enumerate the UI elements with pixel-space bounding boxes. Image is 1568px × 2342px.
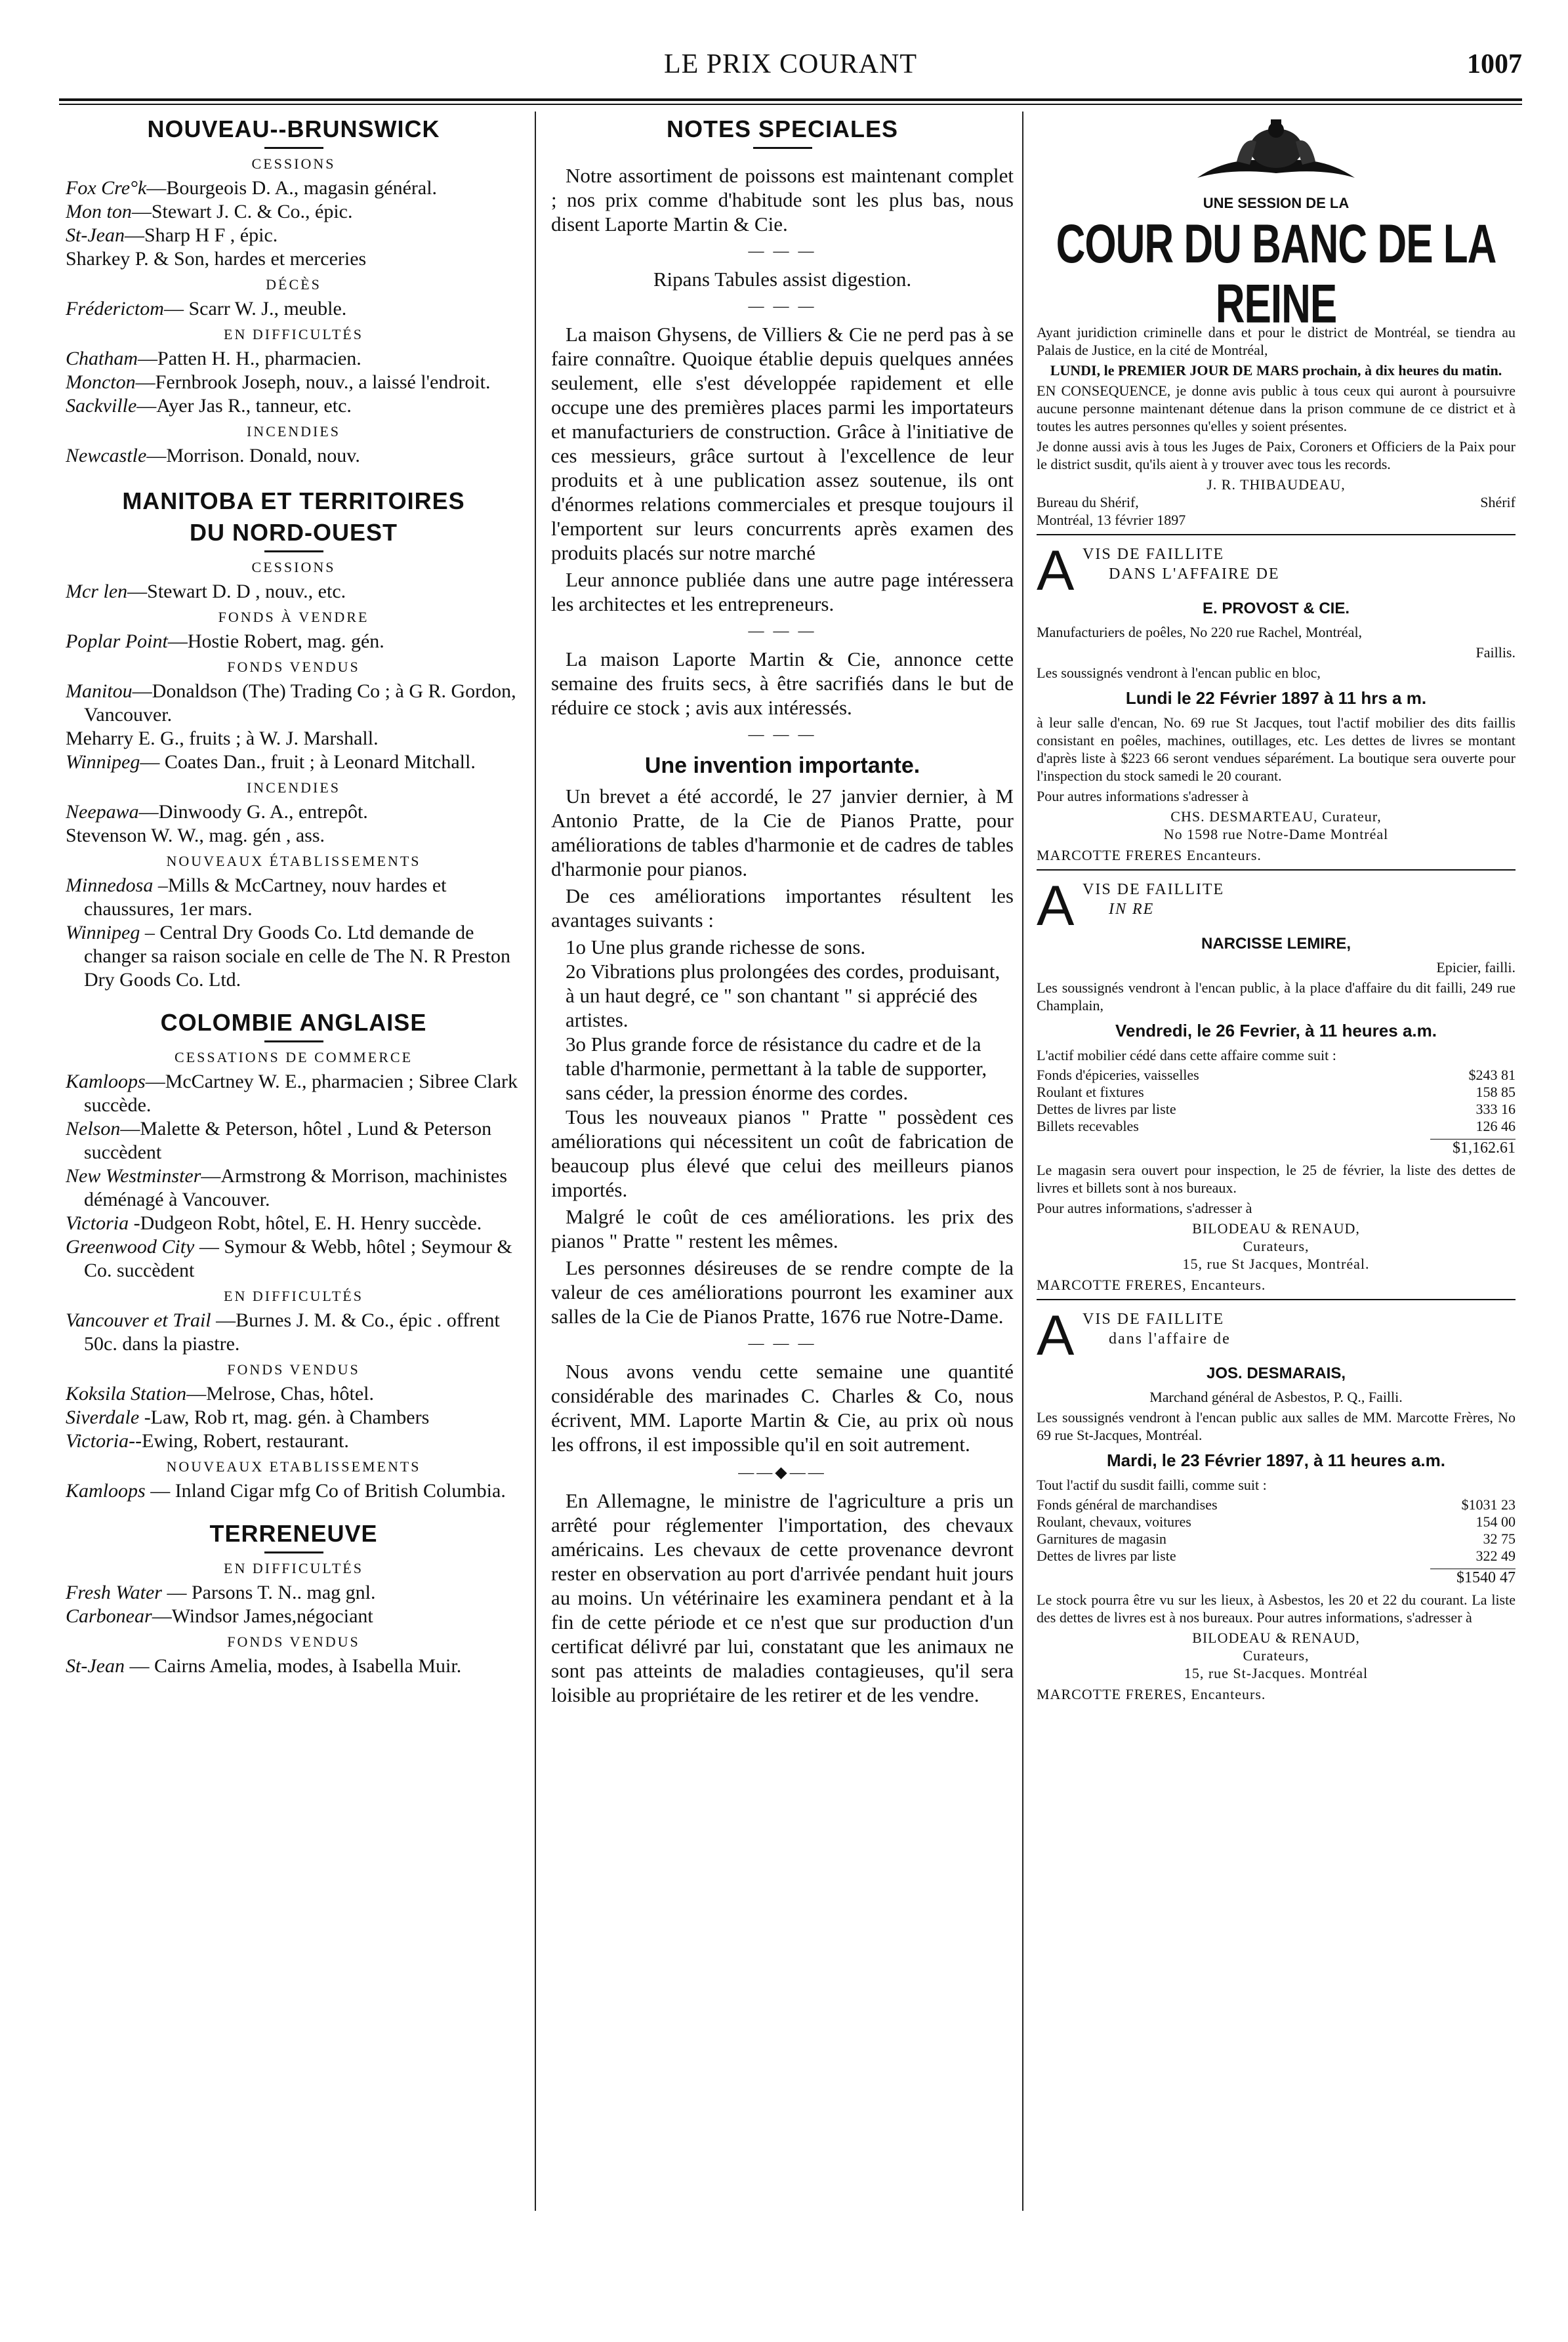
entry-place: Carbonear bbox=[66, 1605, 152, 1627]
column-left bbox=[66, 112, 522, 2342]
entry-text: — Coates Dan., fruit ; à Leonard Mitchall. bbox=[140, 751, 476, 773]
entry-list bbox=[66, 680, 522, 774]
curator-name: BILODEAU & RENAUD, bbox=[1192, 1630, 1360, 1646]
entry-item bbox=[66, 444, 522, 468]
entry-text: —Burnes J. M. & Co., épic . offrent 50c. dans la piastre. bbox=[84, 1309, 500, 1355]
bankrupt-name: E. PROVOST & CIE. bbox=[1202, 600, 1350, 617]
entry-item bbox=[66, 1070, 522, 1117]
header-rule bbox=[59, 98, 1522, 101]
entry-place: Chatham bbox=[66, 348, 138, 369]
entry-text: —Armstrong & Morrison, machinistes déménagé à Vancouver. bbox=[84, 1165, 508, 1210]
session-heading: UNE SESSION DE LA bbox=[1203, 195, 1350, 211]
entry-item bbox=[66, 247, 522, 271]
asset-amount: $243 81 bbox=[1468, 1067, 1516, 1083]
avis-subheading: IN RE bbox=[1109, 901, 1155, 918]
entry-text: — Parsons T. N.. mag gnl. bbox=[161, 1582, 376, 1603]
asset-row bbox=[1037, 1513, 1516, 1531]
subsection-heading: CESSATIONS DE COMMERCE bbox=[174, 1049, 413, 1065]
divider bbox=[1037, 534, 1516, 535]
asset-label: Fonds général de marchandises bbox=[1037, 1496, 1218, 1513]
entry-text: — Inland Cigar mfg Co of British Columbia. bbox=[145, 1480, 506, 1502]
entry-text: Stevenson W. W., mag. gén , ass. bbox=[66, 825, 325, 846]
section-colombie-anglaise bbox=[66, 1009, 522, 1503]
entry-place: Winnipeg bbox=[66, 751, 140, 773]
entry-item bbox=[66, 1581, 522, 1605]
subsection-heading: NOUVEAUX ÉTABLISSEMENTS bbox=[166, 853, 421, 869]
notice-paragraph: Le magasin sera ouvert pour inspection, le 25 de février, la liste des dettes de livres et billets sont à nos bureaux. bbox=[1037, 1162, 1516, 1196]
article-paragraph: Tous les nouveaux pianos " Pratte " possèdent ces améliorations qui nécessitent un coût de fabrication de beaucoup plus élevé que celui des meilleurs pianos importés. bbox=[551, 1105, 1014, 1201]
subsection-heading: FONDS VENDUS bbox=[227, 659, 360, 675]
asset-amount: 158 85 bbox=[1475, 1084, 1516, 1100]
entry-text: —Donaldson (The) Trading Co ; à G R. Gordon, Vancouver. bbox=[84, 680, 516, 726]
asset-total: $1540 47 bbox=[1430, 1569, 1516, 1587]
entry-text: —Dinwoody G. A., entrepôt. bbox=[138, 801, 368, 823]
avis-faillite-lemire bbox=[1037, 874, 1516, 937]
note-paragraph: Leur annonce publiée dans une autre page intéressera les architectes et les entrepreneurs. bbox=[551, 568, 1014, 615]
entry-place: Fréderictom bbox=[66, 298, 164, 319]
notice-date-place: Montréal, 13 février 1897 bbox=[1037, 512, 1186, 528]
bureau-label: Bureau du Shérif, bbox=[1037, 494, 1139, 510]
notice-paragraph: Manufacturiers de poêles, No 220 rue Rachel, Montréal, bbox=[1037, 624, 1363, 640]
entry-item bbox=[66, 727, 522, 750]
subsection-heading: EN DIFFICULTÉS bbox=[224, 1560, 363, 1576]
article-list-item: 1o Une plus grande richesse de sons. bbox=[566, 935, 866, 958]
asset-row bbox=[1037, 1548, 1516, 1565]
column-middle bbox=[551, 112, 1014, 2342]
entry-place: St-Jean bbox=[66, 1655, 125, 1677]
entry-item bbox=[66, 680, 522, 727]
entry-place: Siverdale bbox=[66, 1407, 140, 1428]
column-divider-1 bbox=[535, 112, 536, 2211]
entry-text: —Stewart J. C. & Co., épic. bbox=[131, 201, 353, 222]
note-paragraph: Nous avons vendu cette semaine une quantité considérable des marinades C. Charles & Co, nous écrivent, MM. Laporte Martin & Cie, au prix où nous les offrons, il est impossible qu'il en soit autrement. bbox=[551, 1360, 1014, 1456]
asset-label: Billets recevables bbox=[1037, 1118, 1139, 1134]
header-rule-thin bbox=[59, 104, 1522, 105]
drop-cap: A bbox=[1037, 1304, 1075, 1367]
auctioneer: MARCOTTE FRERES, Encanteurs. bbox=[1037, 1686, 1266, 1702]
entry-item bbox=[66, 394, 522, 418]
avis-subheading: DANS L'AFFAIRE DE bbox=[1109, 565, 1280, 583]
entry-text: —McCartney W. E., pharmacien ; Sibree Clark succède. bbox=[84, 1071, 518, 1116]
article-list-item: 3o Plus grande force de résistance du cadre et de la table d'harmonie, permettant à la table de supporter, sans céder, la pression énorme des cordes. bbox=[566, 1033, 987, 1104]
article-title: Une invention importante. bbox=[644, 753, 920, 778]
divider bbox=[264, 1040, 323, 1042]
avis-heading: VIS DE FAILLITE bbox=[1083, 1311, 1225, 1328]
notice-paragraph: EN CONSEQUENCE, je donne avis public à tous ceux qui auront à poursuivre aucune personne maintenant détenue dans la prison commune de ce district et à toutes les autres personnes qu'elles y soient présentes. bbox=[1037, 382, 1516, 434]
entry-text: -Law, Rob rt, mag. gén. à Chambers bbox=[139, 1407, 430, 1428]
entry-place: St-Jean bbox=[66, 224, 125, 246]
asset-label: Dettes de livres par liste bbox=[1037, 1101, 1176, 1117]
notice-paragraph: Le stock pourra être vu sur les lieux, à Asbestos, les 20 et 22 du courant. La liste des dettes de livres est à nos bureaux. Pour autres informations, s'adresser à bbox=[1037, 1592, 1516, 1626]
entry-place: Vancouver et Trail bbox=[66, 1309, 211, 1331]
asset-amount: 126 46 bbox=[1475, 1118, 1516, 1134]
bankrupt-name: JOS. DESMARAIS, bbox=[1206, 1365, 1346, 1382]
entry-text: –Mills & McCartney, nouv hardes et chaussures, 1er mars. bbox=[84, 874, 447, 920]
entry-text: -Dudgeon Robt, hôtel, E. H. Henry succède. bbox=[129, 1212, 482, 1234]
entry-item bbox=[66, 1235, 522, 1283]
notice-paragraph: à leur salle d'encan, No. 69 rue St Jacques, tout l'actif mobilier des dits faillis consistant en poêles, machines, outillages, etc. Les dettes de livres se montant d'après liste à $223 66 seront vendues séparément. La boutique sera ouverte pour l'inspection du stock samedi le 20 courant. bbox=[1037, 714, 1516, 784]
entry-text: Sharkey P. & Son, hardes et merceries bbox=[66, 248, 367, 270]
entry-item bbox=[66, 1406, 522, 1429]
entry-list bbox=[66, 1070, 522, 1283]
subsection-heading: DÉCÈS bbox=[266, 276, 321, 293]
separator: — — — bbox=[748, 726, 817, 743]
entry-place: Fox Cre°k bbox=[66, 177, 147, 199]
auctioneer: MARCOTTE FRERES, Encanteurs. bbox=[1037, 1277, 1266, 1293]
entry-text: — Cairns Amelia, modes, à Isabella Muir. bbox=[124, 1655, 462, 1677]
curator-address: No 1598 rue Notre-Dame Montréal bbox=[1163, 826, 1389, 842]
entry-place: Manitou bbox=[66, 680, 133, 702]
entry-text: —Fernbrook Joseph, nouv., a laissé l'endroit. bbox=[135, 371, 491, 393]
entry-list bbox=[66, 347, 522, 418]
entry-item bbox=[66, 176, 522, 200]
entry-place: Minnedosa bbox=[66, 874, 154, 896]
divider bbox=[264, 147, 323, 149]
entry-place: Victoria bbox=[66, 1430, 129, 1452]
entry-text: — Symour & Webb, hôtel ; Seymour & Co. succèdent bbox=[84, 1236, 512, 1281]
notice-paragraph: Tout l'actif du susdit failli, comme suit : bbox=[1037, 1477, 1267, 1493]
entry-list bbox=[66, 444, 522, 468]
notice-paragraph: Les soussignés vendront à l'encan public, à la place d'affaire du dit failli, 249 rue Champlain, bbox=[1037, 979, 1516, 1014]
section-title: TERRENEUVE bbox=[209, 1520, 378, 1547]
article-paragraph: Les personnes désireuses de se rendre compte de la valeur de ces améliorations pourront les examiner aux salles de la Cie de Pianos Pratte, 1676 rue Notre-Dame. bbox=[551, 1256, 1014, 1328]
subsection-heading: INCENDIES bbox=[246, 779, 341, 796]
sherif-label: Shérif bbox=[1480, 494, 1516, 510]
entry-list bbox=[66, 1479, 522, 1503]
asset-label: Garnitures de magasin bbox=[1037, 1531, 1166, 1547]
entry-list bbox=[66, 800, 522, 848]
avis-heading: VIS DE FAILLITE bbox=[1083, 546, 1225, 563]
entry-list bbox=[66, 176, 522, 271]
signature-name: J. R. THIBAUDEAU, bbox=[1207, 476, 1346, 493]
entry-item bbox=[66, 1382, 522, 1406]
separator: — — — bbox=[748, 1335, 817, 1352]
entry-item bbox=[66, 1309, 522, 1356]
entry-list bbox=[66, 1309, 522, 1356]
entry-list bbox=[66, 1382, 522, 1453]
note-paragraph: Ripans Tabules assist digestion. bbox=[653, 268, 912, 291]
page-header bbox=[59, 46, 1522, 92]
entry-list bbox=[66, 874, 522, 992]
entry-place: Newcastle bbox=[66, 445, 147, 466]
entry-place: Mon ton bbox=[66, 201, 132, 222]
drop-cap: A bbox=[1037, 539, 1075, 602]
entry-item bbox=[66, 347, 522, 371]
note-paragraph: Notre assortiment de poissons est maintenant complet ; nos prix comme d'habitude sont les plus bas, nous disent Laporte Martin & Cie. bbox=[551, 164, 1014, 236]
section-title: COLOMBIE ANGLAISE bbox=[160, 1009, 427, 1036]
entry-place: New Westminster bbox=[66, 1165, 201, 1187]
column-divider-2 bbox=[1022, 112, 1023, 2211]
entry-text: —Ayer Jas R., tanneur, etc. bbox=[136, 395, 352, 417]
curator-name: BILODEAU & RENAUD, bbox=[1192, 1220, 1360, 1237]
curator-title: Curateurs, bbox=[1243, 1238, 1310, 1254]
entry-place: Kamloops bbox=[66, 1071, 146, 1092]
subsection-heading: FONDS VENDUS bbox=[227, 1361, 360, 1378]
separator: — — — bbox=[748, 623, 817, 640]
subsection-heading: NOUVEAUX ETABLISSEMENTS bbox=[166, 1458, 421, 1475]
entry-list bbox=[66, 1654, 522, 1678]
avis-faillite-provost bbox=[1037, 539, 1516, 602]
asset-row bbox=[1037, 1101, 1516, 1118]
curator-title: Curateurs, bbox=[1243, 1647, 1310, 1664]
entry-text: —Windsor James,négociant bbox=[152, 1605, 373, 1627]
auctioneer: MARCOTTE FRERES Encanteurs. bbox=[1037, 847, 1262, 863]
entry-list bbox=[66, 1581, 522, 1628]
entry-place: Winnipeg bbox=[66, 922, 140, 943]
entry-place: Koksila Station bbox=[66, 1383, 187, 1405]
entry-item bbox=[66, 1212, 522, 1235]
separator: — — — bbox=[748, 298, 817, 315]
entry-item bbox=[66, 630, 522, 653]
asset-table bbox=[1037, 1067, 1516, 1135]
divider bbox=[1037, 1299, 1516, 1300]
bankrupt-name: NARCISSE LEMIRE, bbox=[1201, 935, 1351, 953]
subsection-heading: CESSIONS bbox=[251, 155, 336, 172]
entry-text: —Bourgeois D. A., magasin général. bbox=[146, 177, 438, 199]
entry-text: Meharry E. G., fruits ; à W. J. Marshall. bbox=[66, 728, 379, 749]
entry-text: —Melrose, Chas, hôtel. bbox=[186, 1383, 374, 1405]
asset-row bbox=[1037, 1067, 1516, 1084]
entry-item bbox=[66, 1164, 522, 1212]
entry-item bbox=[66, 1605, 522, 1628]
divider bbox=[753, 147, 812, 149]
separator: — — — bbox=[748, 243, 817, 260]
column-right bbox=[1037, 112, 1516, 2342]
drop-cap: A bbox=[1037, 874, 1075, 937]
section-terreneuve bbox=[66, 1520, 522, 1678]
entry-item bbox=[66, 1117, 522, 1164]
subsection-heading: EN DIFFICULTÉS bbox=[224, 326, 363, 342]
article-list-item: 2o Vibrations plus prolongées des cordes, produisant, à un haut degré, ce " son chantant " si apprécié des artistes. bbox=[566, 960, 1001, 1031]
entry-text: —Malette & Peterson, hôtel , Lund & Peterson succèdent bbox=[84, 1118, 492, 1163]
note-paragraph: En Allemagne, le ministre de l'agriculture a pris un arrêté pour réglementer l'importation, des chevaux américains. Les chevaux de cette provenance devront rester en observation au port d'arrivée pendant huit jours au moins. Un vétérinaire les examinera pendant et à la fin de cette période et ce n'est que sur production d'un certificat délivré par lui, constatant que les animaux ne sont pas atteints de maladies contagieuses, qu'il sera loisible au propriétaire de les retirer et de les vendre. bbox=[551, 1489, 1014, 1706]
entry-place: Neepawa bbox=[66, 801, 139, 823]
asset-total: $1,162.61 bbox=[1430, 1139, 1516, 1157]
entry-text: —Stewart D. D , nouv., etc. bbox=[127, 581, 346, 602]
notice-paragraph: Pour autres informations, s'adresser à bbox=[1037, 1200, 1252, 1216]
entry-place: Moncton bbox=[66, 371, 136, 393]
notice-paragraph: Pour autres informations s'adresser à bbox=[1037, 788, 1248, 804]
divider bbox=[1037, 869, 1516, 871]
asset-label: Fonds d'épiceries, vaisselles bbox=[1037, 1067, 1199, 1083]
asset-table bbox=[1037, 1496, 1516, 1565]
asset-row bbox=[1037, 1118, 1516, 1135]
avis-subheading: dans l'affaire de bbox=[1109, 1330, 1231, 1347]
entry-item bbox=[66, 750, 522, 774]
entry-item bbox=[66, 371, 522, 394]
entry-place: Sackville bbox=[66, 395, 137, 417]
section-title: NOUVEAU--BRUNSWICK bbox=[147, 115, 440, 142]
entry-item bbox=[66, 224, 522, 247]
subsection-heading: EN DIFFICULTÉS bbox=[224, 1288, 363, 1304]
curator-name: CHS. DESMARTEAU, Curateur, bbox=[1170, 808, 1382, 825]
asset-amount: 333 16 bbox=[1475, 1101, 1516, 1117]
asset-row bbox=[1037, 1531, 1516, 1548]
notice-paragraph: L'actif mobilier cédé dans cette affaire comme suit : bbox=[1037, 1047, 1336, 1063]
section-title-line2: DU NORD-OUEST bbox=[190, 519, 398, 546]
sale-date: Lundi le 22 Février 1897 à 11 hrs a m. bbox=[1125, 688, 1427, 708]
section-title: NOTES SPECIALES bbox=[666, 115, 899, 142]
entry-text: – Central Dry Goods Co. Ltd demande de changer sa raison sociale en celle de The N. R Preston Dry Goods Co. Ltd. bbox=[84, 922, 511, 991]
section-title: MANITOBA ET TERRITOIRES bbox=[122, 487, 465, 514]
subsection-heading: CESSIONS bbox=[251, 559, 336, 575]
article-paragraph: Malgré le coût de ces améliorations. les prix des pianos " Pratte " restent les mêmes. bbox=[551, 1205, 1014, 1252]
section-manitoba bbox=[66, 487, 522, 992]
notice-paragraph: Les soussignés vendront à l'encan public aux salles de MM. Marcotte Frères, No 69 rue St-Jacques, Montréal. bbox=[1037, 1409, 1516, 1443]
page-number: 1007 bbox=[1467, 49, 1522, 79]
notice-label: Faillis. bbox=[1475, 644, 1516, 661]
subsection-heading: FONDS À VENDRE bbox=[218, 609, 369, 625]
entry-item bbox=[66, 200, 522, 224]
entry-item bbox=[66, 1479, 522, 1503]
entry-item bbox=[66, 824, 522, 848]
court-heading: COUR DU BANC DE LA REINE bbox=[1056, 213, 1496, 335]
article-paragraph: De ces améliorations importantes résultent les avantages suivants : bbox=[551, 884, 1014, 932]
entry-place: Greenwood City bbox=[66, 1236, 195, 1258]
entry-item bbox=[66, 580, 522, 604]
asset-amount: $1031 23 bbox=[1461, 1496, 1516, 1513]
entry-text: — Scarr W. J., meuble. bbox=[163, 298, 347, 319]
notice-paragraph: Les soussignés vendront à l'encan public en bloc, bbox=[1037, 665, 1321, 681]
asset-row bbox=[1037, 1084, 1516, 1101]
asset-amount: 322 49 bbox=[1475, 1548, 1516, 1564]
asset-amount: 32 75 bbox=[1483, 1531, 1516, 1547]
notice-paragraph: Ayant juridiction criminelle dans et pour le district de Montréal, se tiendra au Palais de Justice, en la cité de Montréal, bbox=[1037, 324, 1516, 358]
entry-text: —Patten H. H., pharmacien. bbox=[138, 348, 361, 369]
entry-list bbox=[66, 580, 522, 604]
entry-place: Poplar Point bbox=[66, 630, 168, 652]
royal-crest-icon bbox=[1037, 115, 1516, 191]
entry-text: —Sharp H F , épic. bbox=[124, 224, 278, 246]
note-paragraph: La maison Ghysens, de Villiers & Cie ne perd pas à se faire connaître. Quoique établie depuis quelques années seulement, elle s'est développée rapidement et elle occupe une des premières places parmi les importateurs et manufacturiers de construction. Grâce à l'initiative de ces messieurs, grâce surtout à l'excellence de leur produits et à une publication assez soutenue, ils ont d'énormes relations commerciales et presque toujours il l'emportent sur leurs concurrents après examen des produits placés sur notre marché bbox=[551, 323, 1014, 564]
entry-text: —Hostie Robert, mag. gén. bbox=[167, 630, 384, 652]
entry-list bbox=[66, 297, 522, 321]
entry-text: --Ewing, Robert, restaurant. bbox=[129, 1430, 349, 1452]
asset-amount: 154 00 bbox=[1475, 1513, 1516, 1530]
section-nouveau-brunswick bbox=[66, 115, 522, 468]
entry-list bbox=[66, 630, 522, 653]
entry-item bbox=[66, 800, 522, 824]
page-title: LE PRIX COURANT bbox=[663, 49, 917, 79]
notice-date: LUNDI, le PREMIER JOUR DE MARS prochain, à dix heures du matin. bbox=[1050, 362, 1502, 379]
entry-item bbox=[66, 874, 522, 921]
asset-row bbox=[1037, 1496, 1516, 1513]
asset-label: Roulant, chevaux, voitures bbox=[1037, 1513, 1191, 1530]
avis-heading: VIS DE FAILLITE bbox=[1083, 881, 1225, 898]
entry-place: Kamloops bbox=[66, 1480, 146, 1502]
entry-place: Mcr len bbox=[66, 581, 128, 602]
entry-place: Fresh Water bbox=[66, 1582, 162, 1603]
asset-label: Roulant et fixtures bbox=[1037, 1084, 1144, 1100]
sale-date: Vendredi, le 26 Fevrier, à 11 heures a.m. bbox=[1115, 1021, 1437, 1040]
entry-item bbox=[66, 1429, 522, 1453]
curator-address: 15, rue St Jacques, Montréal. bbox=[1182, 1256, 1370, 1272]
sale-date: Mardi, le 23 Février 1897, à 11 heures a.m. bbox=[1107, 1450, 1445, 1470]
entry-place: Nelson bbox=[66, 1118, 121, 1140]
entry-item bbox=[66, 921, 522, 992]
entry-place: Victoria bbox=[66, 1212, 129, 1234]
notice-label: Marchand général de Asbestos, P. Q., Failli. bbox=[1149, 1389, 1403, 1405]
entry-item bbox=[66, 1654, 522, 1678]
subsection-heading: INCENDIES bbox=[246, 423, 341, 440]
article-paragraph: Un brevet a été accordé, le 27 janvier dernier, à M Antonio Pratte, de la Cie de Pianos Pratte, pour améliorations de tables d'harmonie et de cadres de tables d'harmonie pour pianos. bbox=[551, 785, 1014, 880]
avis-faillite-desmarais bbox=[1037, 1304, 1516, 1367]
ornament-separator: ——◆—— bbox=[738, 1464, 827, 1481]
divider bbox=[264, 1551, 323, 1553]
entry-item bbox=[66, 297, 522, 321]
note-paragraph: La maison Laporte Martin & Cie, annonce cette semaine des fruits secs, à être sacrifiés dans le but de réduire ce stock ; avis aux intéressés. bbox=[551, 647, 1014, 719]
notice-paragraph: Je donne aussi avis à tous les Juges de Paix, Coroners et Officiers de la Paix pour le district susdit, qu'ils aient à y trouver avec tous les records. bbox=[1037, 438, 1516, 472]
divider bbox=[264, 550, 323, 552]
asset-label: Dettes de livres par liste bbox=[1037, 1548, 1176, 1564]
subsection-heading: FONDS VENDUS bbox=[227, 1633, 360, 1650]
signature-line bbox=[1037, 493, 1516, 511]
entry-text: —Morrison. Donald, nouv. bbox=[146, 445, 360, 466]
curator-address: 15, rue St-Jacques. Montréal bbox=[1184, 1665, 1369, 1681]
notice-label: Epicier, failli. bbox=[1436, 959, 1516, 976]
